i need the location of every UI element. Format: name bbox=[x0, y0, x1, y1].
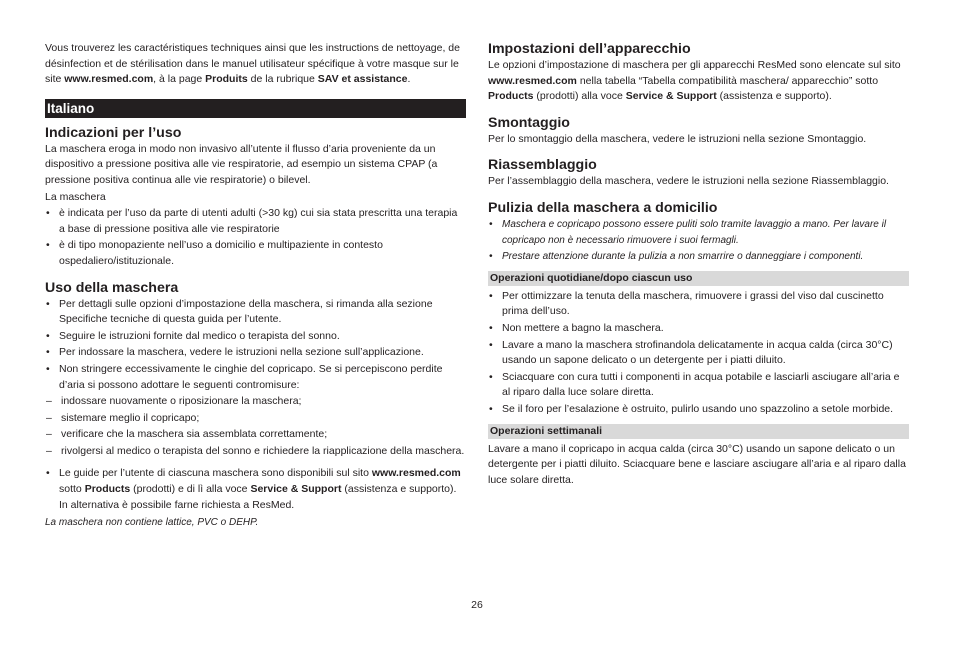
weekly-text: Lavare a mano il copricapo in acqua calda (circa 30°C) usando un sapone delicato o un detergente per i piatti diluito. Sciacquare bene e lasciare asciugare all’aria e al riparo dalla luce solare diretta. bbox=[488, 442, 906, 486]
list-item: • Non stringere eccessivamente le cinghie del copricapo. Se si percepiscono perdite d’aria si possono adottare le seguenti contromisure: bbox=[46, 362, 443, 391]
impostazioni-heading: Impostazioni dell’apparecchio bbox=[488, 41, 691, 57]
list-item: – verificare che la maschera sia assemblata correttamente; bbox=[46, 428, 328, 441]
list-item: • Prestare attenzione durante la pulizia a non smarrire o danneggiare i componenti. bbox=[489, 251, 864, 263]
riassemblaggio-heading: Riassemblaggio bbox=[488, 157, 597, 174]
list-item: • Maschera e copricapo possono essere puliti solo tramite lavaggio a mano. Per lavare il copricapo non è necessario rimuovere i suoi fermagli. bbox=[489, 218, 887, 246]
list-item: • Per ottimizzare la tenuta della maschera, rimuovere i grassi del viso dal cuscinetto prima dell’uso. bbox=[489, 289, 884, 318]
french-intro: Vous trouverez les caractéristiques techniques ainsi que les instructions de nettoyage, de désinfection et de stérilisation dans le manuel utilisateur spécifique à votre masque sur le site www.resmed.com, à la page Produits de la rubrique SAV et assistance. bbox=[45, 42, 460, 86]
list-item: • Seguire le istruzioni fornite dal medico o terapista del sonno. bbox=[46, 329, 340, 342]
uso-heading: Uso della maschera bbox=[45, 279, 179, 296]
pulizia-notes bbox=[488, 217, 909, 265]
list-item: • Le guide per l’utente di ciascuna maschera sono disponibili sul sito www.resmed.com sotto Products (prodotti) e di lì alla voce Service & Support (assistenza e supporto). In alternativa è possibile farne richiesta a ResMed. bbox=[46, 467, 461, 511]
list-item: • è indicata per l’uso da parte di utenti adulti (>30 kg) cui sia stata prescritta una terapia a base di pressione positiva alle vie respiratorie bbox=[46, 207, 458, 235]
list-item: • Lavare a mano la maschera strofinandola delicatamente in acqua calda (circa 30°C) usando un sapone delicato o un detergente per i piatti diluito. bbox=[489, 338, 893, 367]
weekly-subheading: Operazioni settimanali bbox=[488, 424, 909, 439]
indicazioni-text: La maschera eroga in modo non invasivo all’utente il flusso d’aria proveniente da un dispositivo a pressione positiva alle vie respiratorie, ad esempio un sistema CPAP (a pressione positiva continua alle vie respiratorie) o bilevel. bbox=[45, 142, 438, 186]
list-item: – rivolgersi al medico o terapista del sonno e richiedere la riapplicazione della maschera. bbox=[46, 444, 465, 457]
list-item: • Se il foro per l’esalazione è ostruito, pulirlo usando uno spazzolino a setole morbide. bbox=[489, 402, 894, 415]
list-item: • Sciacquare con cura tutti i componenti in acqua potabile e lasciarli asciugare all’aria e al riparo dalla luce solare diretta. bbox=[489, 370, 900, 399]
pulizia-heading: Pulizia della maschera a domicilio bbox=[488, 199, 718, 216]
resmed-link[interactable]: www.resmed.com bbox=[64, 73, 154, 86]
list-item: • Per indossare la maschera, vedere le istruzioni nella sezione sull’applicazione. bbox=[46, 346, 424, 359]
left-column bbox=[45, 41, 466, 531]
list-item: • è di tipo monopaziente nell’uso a domicilio e multipaziente in contesto ospedaliero/istituzionale. bbox=[46, 239, 383, 267]
impostazioni-text: Le opzioni d’impostazione di maschera per gli apparecchi ResMed sono elencate sul sito www.resmed.com nella tabella “Tabella compatibilità maschera/ apparecchio” sotto Products (prodotti) alla voce Service & Support (assistenza e supporto). bbox=[488, 59, 901, 103]
riassemblaggio-text: Per l’assemblaggio della maschera, vedere le istruzioni nella sezione Riassemblaggio. bbox=[488, 175, 889, 188]
language-banner: Italiano bbox=[45, 99, 466, 118]
list-item: • Non mettere a bagno la maschera. bbox=[489, 321, 664, 334]
indicazioni-heading: Indicazioni per l’uso bbox=[45, 124, 182, 141]
daily-list bbox=[488, 289, 909, 418]
page-number: 26 bbox=[471, 599, 483, 611]
resmed-link[interactable]: www.resmed.com bbox=[371, 467, 461, 480]
smontaggio-heading: Smontaggio bbox=[488, 114, 570, 131]
right-column bbox=[488, 41, 909, 488]
smontaggio-text: Per lo smontaggio della maschera, vedere le istruzioni nella sezione Smontaggio. bbox=[488, 132, 867, 145]
material-note: La maschera non contiene lattice, PVC o DEHP. bbox=[45, 517, 259, 529]
indicazioni-list bbox=[45, 206, 466, 269]
list-item: – indossare nuovamente o riposizionare la maschera; bbox=[46, 395, 302, 408]
uso-list bbox=[45, 297, 466, 514]
indicazioni-text-2: La maschera bbox=[45, 190, 106, 203]
resmed-link[interactable]: www.resmed.com bbox=[488, 74, 577, 87]
daily-subheading: Operazioni quotidiane/dopo ciascun uso bbox=[488, 271, 909, 286]
list-item: • Per dettagli sulle opzioni d’impostazione della maschera, si rimanda alla sezione Specifiche tecniche di questa guida per l’utente. bbox=[46, 297, 433, 326]
list-item: – sistemare meglio il copricapo; bbox=[46, 411, 200, 424]
